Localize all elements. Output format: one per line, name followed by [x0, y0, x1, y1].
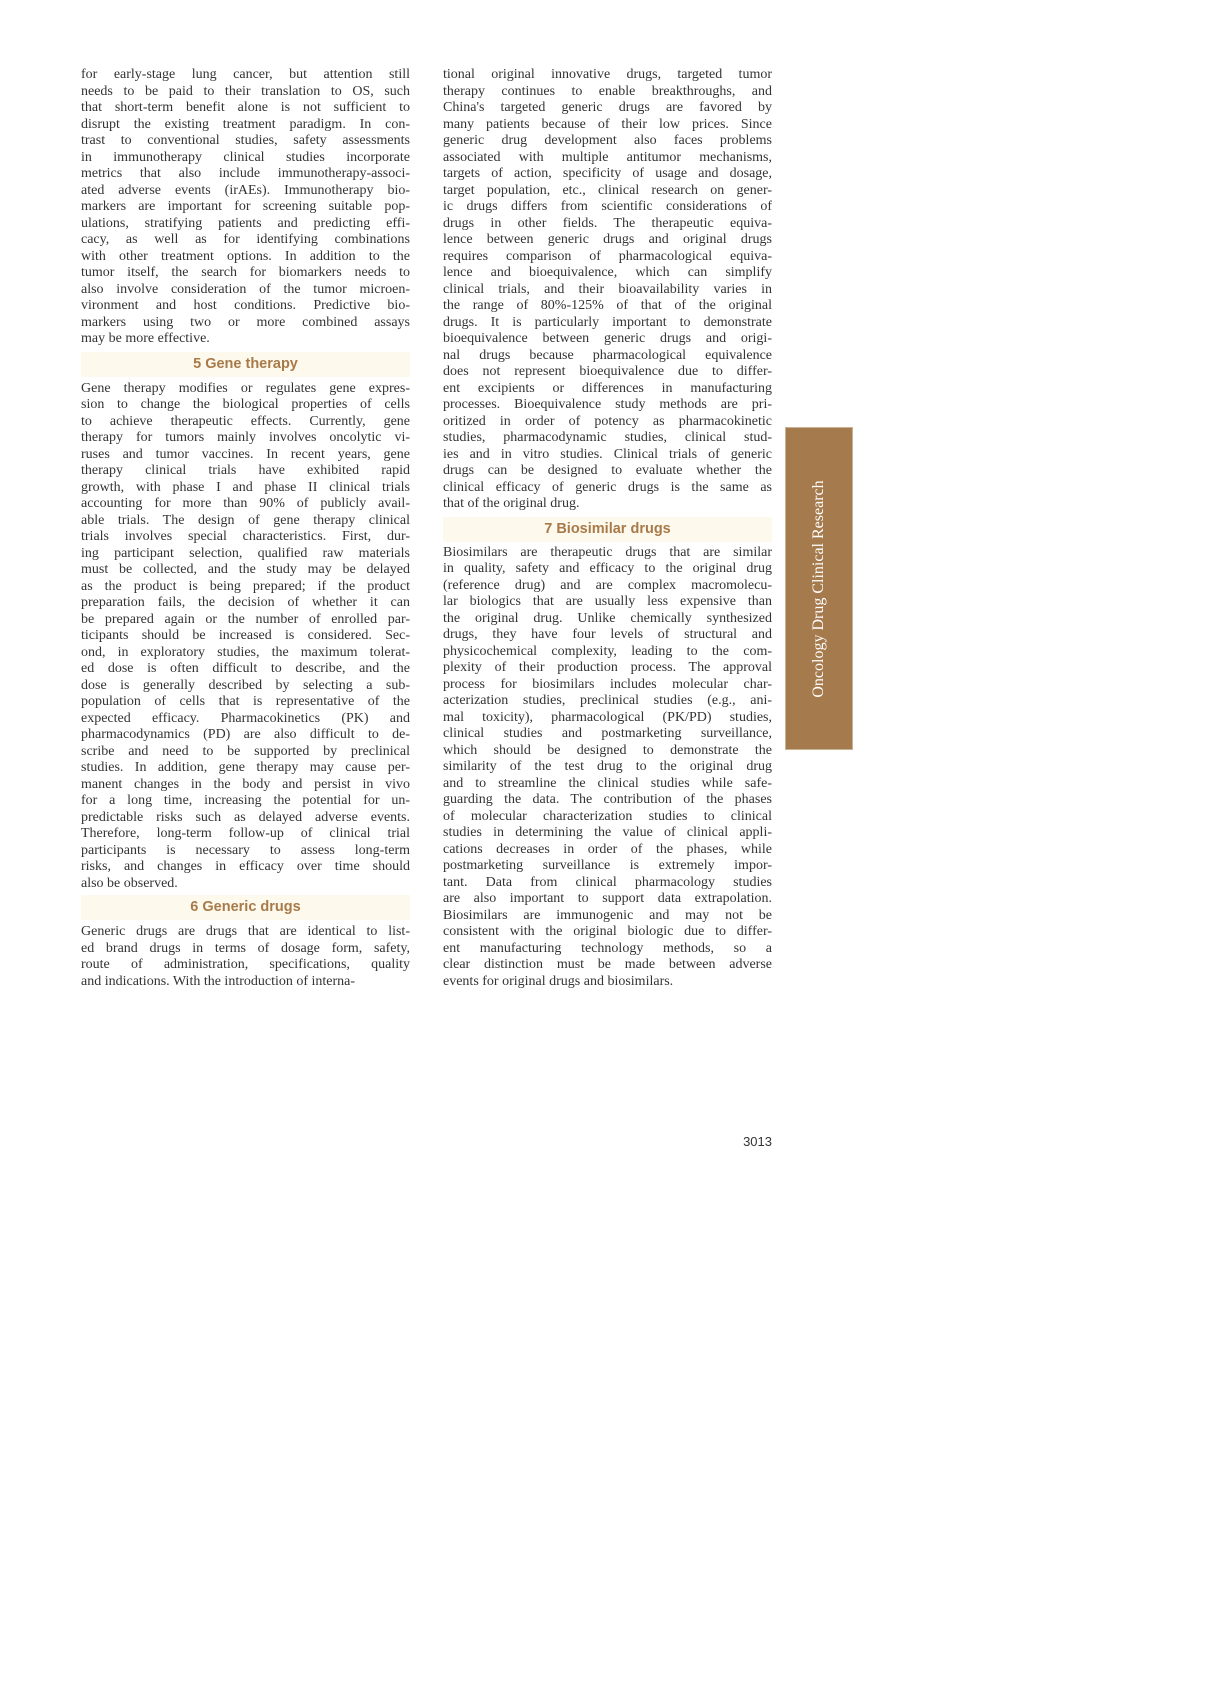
- paragraph-generic-drugs: [81, 924, 410, 990]
- text-line: therapy for tumors mainly involves oncolytic vi-: [81, 430, 410, 445]
- text-line: mal toxicity), pharmacological (PK/PD) studies,: [443, 709, 772, 725]
- text-line: events for original drugs and biosimilars.: [443, 973, 674, 989]
- text-line: needs to be paid to their translation to OS, such: [81, 83, 410, 99]
- text-line: manent changes in the body and persist in vivo: [81, 776, 410, 792]
- text-line: be prepared again or the number of enrolled par-: [81, 611, 410, 627]
- section-heading-generic-drugs: 6 Generic drugs: [81, 895, 410, 920]
- text-line: which should be designed to demonstrate the: [443, 742, 772, 758]
- text-line: for a long time, increasing the potential for un-: [81, 793, 410, 808]
- text-line: clinical efficacy of generic drugs is the same as: [443, 479, 772, 495]
- text-line: ticipants should be increased is considered. Sec-: [81, 628, 410, 643]
- text-line: lar biologics that are usually less expensive than: [443, 594, 772, 609]
- text-line: ic drugs differs from scientific considerations of: [443, 199, 772, 214]
- text-line: Gene therapy modifies or regulates gene expres-: [81, 380, 410, 396]
- text-line: target population, etc., clinical research on gener-: [443, 182, 772, 198]
- text-line: does not represent bioequivalence due to differ-: [443, 364, 772, 379]
- text-line: targets of action, specificity of usage and dosage,: [443, 166, 772, 181]
- text-line: acterization studies, preclinical studies (e.g., ani-: [443, 693, 772, 708]
- text-line: ent excipients or differences in manufacturing: [443, 380, 772, 396]
- text-line: markers are important for screening suitable pop-: [81, 199, 410, 214]
- text-line: lence and bioequivalence, which can simplify: [443, 265, 772, 280]
- text-line: for early-stage lung cancer, but attention still: [81, 67, 410, 82]
- text-line: are also important to support data extrapolation.: [443, 891, 772, 906]
- page-number: 3013: [743, 1134, 772, 1149]
- text-line: postmarketing surveillance is extremely impor-: [443, 858, 772, 873]
- text-line: disrupt the existing treatment paradigm. In con-: [81, 116, 410, 132]
- text-line: sion to change the biological properties of cells: [81, 397, 410, 412]
- paragraph-gene-therapy: [81, 381, 410, 893]
- text-line: requires comparison of pharmacological equiva-: [443, 248, 772, 264]
- text-line: population of cells that is representative of the: [81, 694, 410, 709]
- text-line: that short-term benefit alone is not sufficient to: [81, 100, 410, 115]
- text-line: studies in determining the value of clinical appli-: [443, 825, 772, 840]
- text-line: Biosimilars are therapeutic drugs that are similar: [443, 544, 772, 560]
- text-line: may be more effective.: [81, 331, 210, 346]
- text-line: studies. In addition, gene therapy may cause per-: [81, 760, 410, 775]
- text-line: must be collected, and the study may be delayed: [81, 562, 410, 577]
- text-line: ated adverse events (irAEs). Immunotherapy bio-: [81, 182, 410, 198]
- text-line: cations decreases in order of the phases, while: [443, 841, 772, 857]
- text-line: lence between generic drugs and original drugs: [443, 232, 772, 247]
- text-line: risks, and changes in efficacy over time should: [81, 859, 410, 874]
- text-line: tant. Data from clinical pharmacology studies: [443, 874, 772, 890]
- journal-side-tab-label: Oncology Drug Clinical Research: [810, 479, 827, 698]
- text-line: ond, in exploratory studies, the maximum tolerat-: [81, 644, 410, 660]
- text-line: ing participant selection, qualified raw materials: [81, 545, 410, 561]
- text-line: bioequivalence between generic drugs and origi-: [443, 331, 772, 346]
- right-column: [443, 67, 772, 990]
- text-line: (reference drug) and are complex macromolecu-: [443, 577, 772, 593]
- text-line: ed brand drugs in terms of dosage form, safety,: [81, 940, 410, 956]
- text-line: ruses and tumor vaccines. In recent years, gene: [81, 446, 410, 462]
- text-line: also be observed.: [81, 875, 178, 891]
- section-heading-biosimilar-drugs: 7 Biosimilar drugs: [443, 517, 772, 542]
- text-line: associated with multiple antitumor mechanisms,: [443, 149, 772, 165]
- text-line: plexity of their production process. The approval: [443, 660, 772, 675]
- text-line: drugs in other fields. The therapeutic equiva-: [443, 215, 772, 231]
- text-line: pharmacodynamics (PD) are also difficult to de-: [81, 727, 410, 742]
- text-line: Biosimilars are immunogenic and may not be: [443, 907, 772, 923]
- text-line: preparation fails, the decision of whether it can: [81, 595, 410, 610]
- text-line: metrics that also include immunotherapy-associ-: [81, 166, 410, 181]
- text-line: in quality, safety and efficacy to the original drug: [443, 561, 772, 576]
- text-line: oritized in order of potency as pharmacokinetic: [443, 413, 772, 429]
- text-line: and to streamline the clinical studies while safe-: [443, 775, 772, 791]
- text-line: ed dose is often difficult to describe, and the: [81, 661, 410, 676]
- text-line: trast to conventional studies, safety assessments: [81, 133, 410, 148]
- text-line: as the product is being prepared; if the product: [81, 578, 410, 594]
- text-line: the range of 80%-125% of that of the original: [443, 298, 772, 313]
- text-line: drugs, they have four levels of structural and: [443, 627, 772, 642]
- text-line: scribe and need to be supported by preclinical: [81, 743, 410, 759]
- text-line: markers using two or more combined assays: [81, 314, 410, 330]
- text-line: expected efficacy. Pharmacokinetics (PK) and: [81, 710, 410, 726]
- text-line: accounting for more than 90% of publicly avail-: [81, 496, 410, 511]
- text-line: predictable risks such as delayed adverse events.: [81, 809, 410, 825]
- text-line: able trials. The design of gene therapy clinical: [81, 512, 410, 528]
- text-line: with other treatment options. In addition to the: [81, 248, 410, 264]
- paragraph-biosimilar-drugs: [443, 545, 772, 991]
- text-line: Generic drugs are drugs that are identical to list-: [81, 924, 410, 939]
- text-line: process for biosimilars includes molecular char-: [443, 676, 772, 692]
- text-line: to achieve therapeutic effects. Currently, gene: [81, 413, 410, 429]
- text-line: drugs can be designed to evaluate whether the: [443, 463, 772, 478]
- text-line: nal drugs because pharmacological equivalence: [443, 347, 772, 363]
- journal-side-tab: [785, 427, 853, 750]
- text-line: clinical trials, and their bioavailability varies in: [443, 281, 772, 297]
- text-line: similarity of the test drug to the original drug: [443, 759, 772, 774]
- text-line: clear distinction must be made between adverse: [443, 957, 772, 972]
- text-line: ulations, stratifying patients and predicting effi-: [81, 215, 410, 231]
- text-line: of molecular characterization studies to clinical: [443, 808, 772, 824]
- text-line: guarding the data. The contribution of the phases: [443, 792, 772, 807]
- text-line: also involve consideration of the tumor microen-: [81, 281, 410, 297]
- text-line: ent manufacturing technology methods, so a: [443, 940, 772, 956]
- text-line: clinical studies and postmarketing surveillance,: [443, 726, 772, 741]
- text-line: processes. Bioequivalence study methods are pri-: [443, 397, 772, 412]
- text-line: tumor itself, the search for biomarkers needs to: [81, 265, 410, 280]
- text-line: many patients because of their low prices. Since: [443, 116, 772, 132]
- text-line: tional original innovative drugs, targeted tumor: [443, 67, 772, 82]
- text-line: therapy clinical trials have exhibited rapid: [81, 463, 410, 478]
- text-line: growth, with phase I and phase II clinical trials: [81, 479, 410, 495]
- text-line: consistent with the original biologic due to differ-: [443, 924, 772, 939]
- text-line: route of administration, specifications, quality: [81, 957, 410, 972]
- text-line: therapy continues to enable breakthroughs, and: [443, 83, 772, 99]
- text-line: cacy, as well as for identifying combinations: [81, 232, 410, 247]
- text-line: Therefore, long-term follow-up of clinical trial: [81, 826, 410, 841]
- paragraph-generic-drugs-continued: [443, 67, 772, 513]
- text-line: that of the original drug.: [443, 496, 580, 511]
- text-line: China's targeted generic drugs are favored by: [443, 100, 772, 115]
- text-line: in immunotherapy clinical studies incorporate: [81, 149, 410, 165]
- text-line: vironment and host conditions. Predictive bio-: [81, 298, 410, 313]
- text-line: trials involves special characteristics. First, dur-: [81, 529, 410, 544]
- text-line: physicochemical complexity, leading to the com-: [443, 643, 772, 659]
- text-line: the original drug. Unlike chemically synthesized: [443, 610, 772, 626]
- text-line: dose is generally described by selecting a sub-: [81, 677, 410, 693]
- section-heading-gene-therapy: 5 Gene therapy: [81, 352, 410, 377]
- text-line: participants is necessary to assess long-term: [81, 842, 410, 858]
- paragraph-immunotherapy: [81, 67, 410, 348]
- text-line: generic drug development also faces problems: [443, 133, 772, 148]
- left-column: [81, 67, 410, 990]
- text-line: ies and in vitro studies. Clinical trials of generic: [443, 446, 772, 462]
- text-line: and indications. With the introduction of interna-: [81, 973, 356, 989]
- text-line: drugs. It is particularly important to demonstrate: [443, 314, 772, 330]
- text-line: studies, pharmacodynamic studies, clinical stud-: [443, 430, 772, 445]
